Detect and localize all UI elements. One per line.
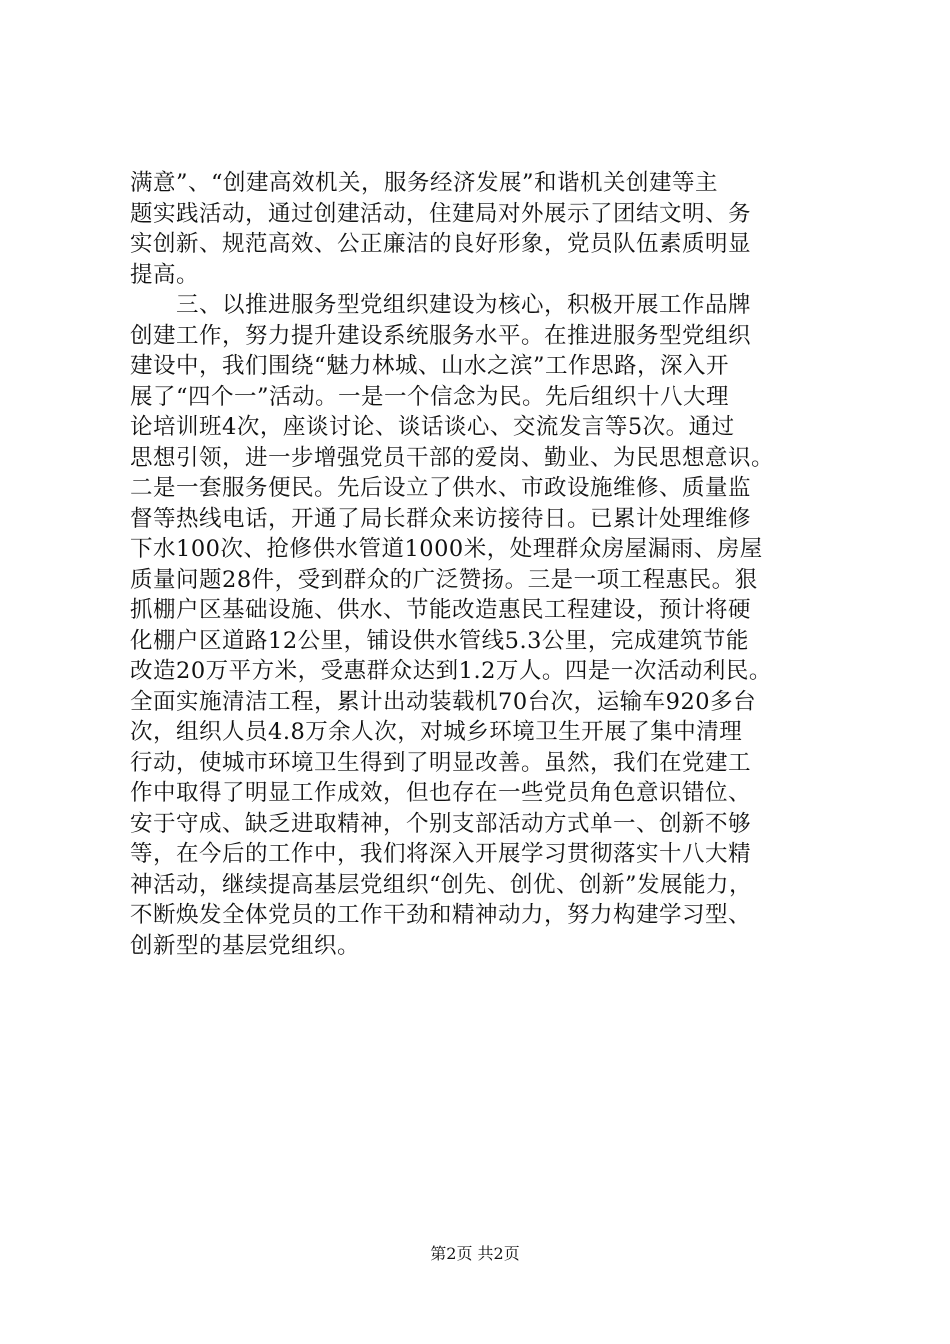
text-line: 展了“四个一”活动。一是一个信念为民。先后组织十八大理 (130, 383, 730, 410)
text-line: 化棚户区道路12公里，铺设供水管线5.3公里，完成建筑节能 (130, 627, 749, 654)
text-line: 论培训班4次，座谈讨论、谈话谈心、交流发言等5次。通过 (130, 414, 735, 440)
text-line: 创建工作，努力提升建设系统服务水平。在推进服务型党组织 (130, 322, 752, 349)
page-number-footer: 第2页 共2页 (430, 1244, 520, 1263)
text-line: 质量问题28件，受到群众的广泛赞扬。三是一项工程惠民。狠 (130, 566, 758, 593)
text-line: 三、以推进服务型党组织建设为核心，积极开展工作品牌 (130, 292, 752, 318)
text-line: 督等热线电话，开通了局长群众来访接待日。已累计处理维修 (130, 505, 752, 532)
text-line: 安于守成、缺乏进取精神，个别支部活动方式单一、创新不够 (130, 810, 752, 837)
text-line: 创新型的基层党组织。 (130, 932, 361, 959)
text-line: 满意”、“创建高效机关，服务经济发展”和谐机关创建等主 (130, 170, 719, 196)
document-body (130, 168, 835, 961)
text-line: 提高。 (130, 261, 200, 288)
text-line: 作中取得了明显工作成效，但也存在一些党员角色意识错位、 (130, 780, 752, 806)
text-line: 改造20万平方米，受惠群众达到1.2万人。四是一次活动利民。 (130, 658, 772, 684)
text-line: 二是一套服务便民。先后设立了供水、市政设施维修、质量监 (130, 475, 752, 501)
text-line: 建设中，我们围绕“魅力林城、山水之滨”工作思路，深入开 (130, 353, 730, 379)
text-line: 不断焕发全体党员的工作干劲和精神动力，努力构建学习型、 (130, 902, 752, 928)
text-line: 抓棚户区基础设施、供水、节能改造惠民工程建设，预计将硬 (130, 597, 752, 623)
text-line: 行动，使城市环境卫生得到了明显改善。虽然，我们在党建工 (130, 749, 752, 776)
text-line: 全面实施清洁工程，累计出动装载机70台次，运输车920多台 (130, 688, 757, 715)
text-line: 等，在今后的工作中，我们将深入开展学习贯彻落实十八大精 (130, 841, 752, 867)
text-line: 实创新、规范高效、公正廉洁的良好形象，党员队伍素质明显 (130, 231, 752, 257)
text-line: 下水100次、抢修供水管道1000米，处理群众房屋漏雨、房屋 (130, 536, 763, 562)
text-line: 次，组织人员4.8万余人次，对城乡环境卫生开展了集中清理 (130, 719, 743, 745)
text-line: 题实践活动，通过创建活动，住建局对外展示了团结文明、务 (130, 200, 752, 227)
text-line: 思想引领，进一步增强党员干部的爱岗、勤业、为民思想意识。 (130, 444, 775, 471)
text-line: 神活动，继续提高基层党组织“创先、创优、创新”发展能力， (130, 871, 753, 898)
